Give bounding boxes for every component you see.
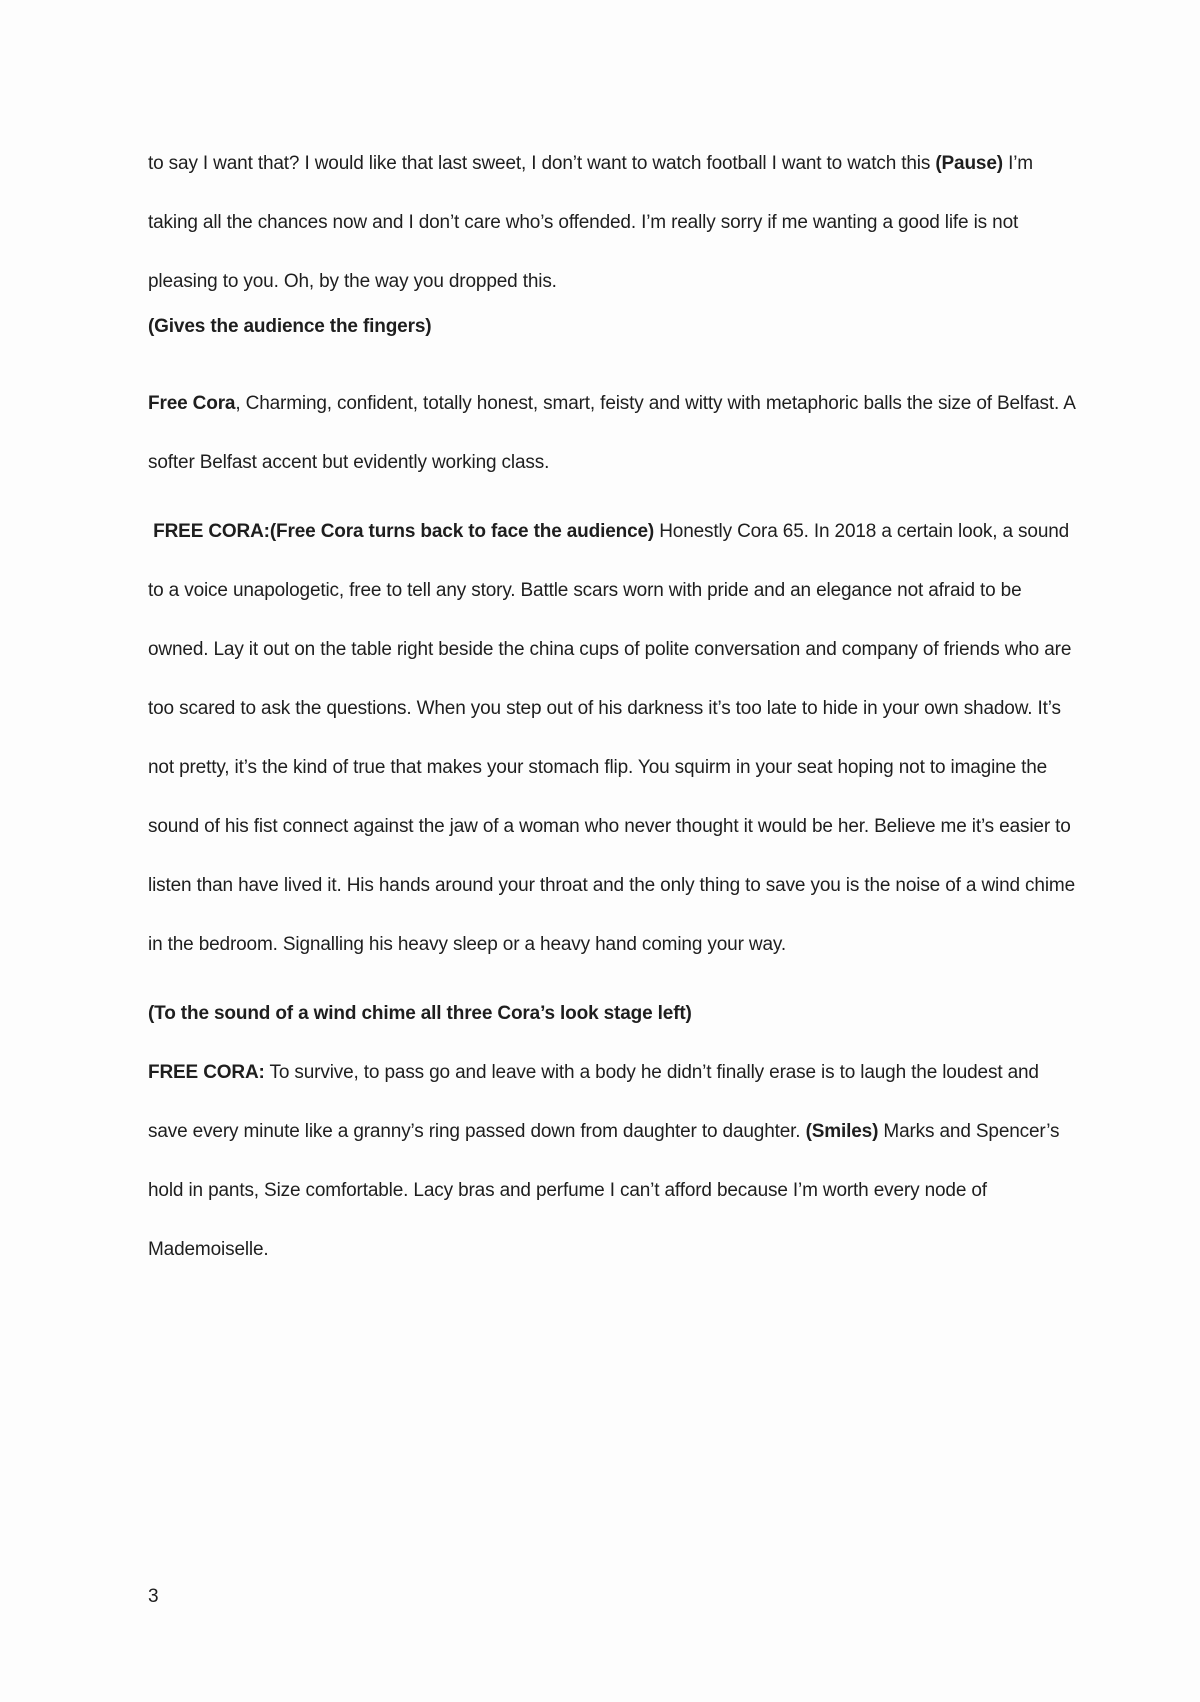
page-number: 3 xyxy=(148,1586,159,1607)
speech-block xyxy=(148,1043,1078,1279)
speech-text: Honestly Cora 65. In 2018 a certain look, a sound to a voice unapologetic, free to tell any story. Battle scars worn with pride and an elegance not afraid to be owned. Lay it out on the table right beside the china cups of polite conversation and company of friends who are too scared to ask the questions. When you step out of his darkness it’s too late to hide in your own shadow. It’s not pretty, it’s the kind of true that makes your stomach flip. You squirm in your seat hoping not to imagine the sound of his fist connect against the jaw of a woman who never thought it would be her. Believe me it’s easier to listen than have lived it. His hands around your throat and the only thing to save you is the noise of a wind chime in the bedroom. Signalling his heavy sleep or a heavy hand coming your way. xyxy=(148,521,1075,955)
character-name: Free Cora xyxy=(148,393,236,414)
stage-direction-pause: (Pause) xyxy=(935,153,1003,174)
dialogue-text: to say I want that? I would like that last sweet, I don’t want to watch football I want to watch this xyxy=(148,153,936,174)
speaker-label: FREE CORA: xyxy=(148,1062,265,1083)
character-description-text: , Charming, confident, totally honest, smart, feisty and witty with metaphoric balls the size of Belfast. A softer Belfast accent but evidently working class. xyxy=(148,393,1075,473)
stage-direction: (To the sound of a wind chime all three Cora’s look stage left) xyxy=(148,1003,692,1024)
speaker-label: FREE CORA: xyxy=(153,521,270,542)
speech-text: Marks and Spencer’s hold in pants, Size comfortable. Lacy bras and perfume I can’t afford because I’m worth every node of Mademoiselle. xyxy=(148,1121,1060,1260)
dialogue-continuation xyxy=(148,134,1078,311)
dialogue-text: I’m taking all the chances now and I don’t care who’s offended. I’m really sorry if me wanting a good life is not pleasing to you. Oh, by the way you dropped this. xyxy=(148,153,1033,292)
speech-block xyxy=(148,502,1078,974)
character-description xyxy=(148,374,1078,492)
stage-direction: (Free Cora turns back to face the audience) xyxy=(269,521,655,542)
stage-direction: (Gives the audience the fingers) xyxy=(148,316,432,337)
script-text xyxy=(148,134,1078,1279)
speech-text: To survive, to pass go and leave with a body he didn’t finally erase is to laugh the loudest and save every minute like a granny’s ring passed down from daughter to daughter. xyxy=(148,1062,1039,1142)
stage-direction-smiles: (Smiles) xyxy=(805,1121,879,1142)
